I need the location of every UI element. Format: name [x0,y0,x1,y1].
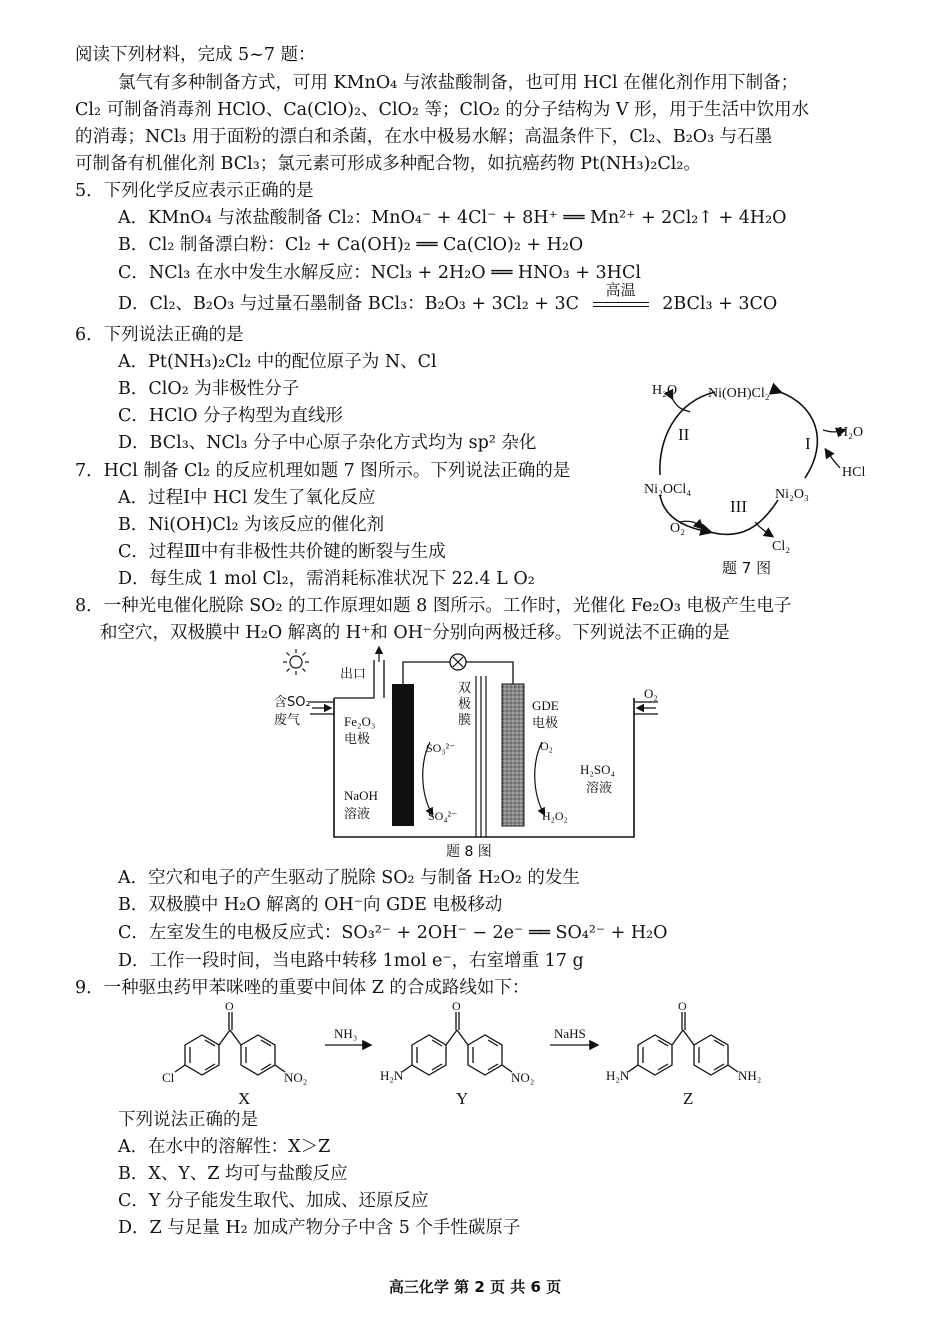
q6-stem: 6．下列说法正确的是 [75,325,244,345]
figure-8-cell-diagram [270,642,690,864]
q7-option-d: D．每生成 1 mol Cl₂，需消耗标准状况下 22.4 L O₂ [118,569,535,589]
q9-stem: 9．一种驱虫药甲苯咪唑的重要中间体 Z 的合成路线如下： [75,978,530,998]
intro-line-2: Cl₂ 可制备消毒剂 HClO、Ca(ClO)₂、ClO₂ 等；ClO₂ 的分子结构为 V 形，用于生活中饮用水 [75,100,810,120]
q7-option-c: C．过程Ⅲ中有非极性共价键的断裂与生成 [118,542,446,562]
q8-option-b: B．双极膜中 H₂O 解离的 OH⁻向 GDE 电极移动 [118,895,503,915]
y-right-substituent: NO₂ [511,1070,535,1085]
arrow-hcl-in [826,450,840,468]
fig8-naoh-2: 溶液 [344,807,371,822]
q9-option-b: B．X、Y、Z 均可与盐酸反应 [118,1164,348,1184]
intro-line-4: 可制备有机催化剂 BCl₃；氯元素可形成多种配合物，如抗癌药物 Pt(NH₃)₂Cl₂。 [75,154,701,174]
q8-option-a: A．空穴和电子的产生驱动了脱除 SO₂ 与制备 H₂O₂ 的发生 [118,868,580,888]
fig7-cl2: Cl₂ [772,539,791,554]
q8-stem-line-1: 8．一种光电催化脱除 SO₂ 的工作原理如题 8 图所示。工作时，光催化 Fe₂O₃ 电极产生电子 [75,596,792,616]
y-left-substituent: H₂N [380,1068,404,1083]
q5-option-d-right: 2BCl₃ + 3CO [662,294,778,314]
q6-option-d: D．BCl₃、NCl₃ 分子中心原子杂化方式均为 sp² 杂化 [118,433,537,453]
arrow-cl2-out [755,522,772,536]
page-footer: 高三化学 第 2 页 共 6 页 [388,1278,562,1296]
fig8-bipolar-2: 极 [458,697,472,712]
q5-option-d-left: D．Cl₂、B₂O₃ 与过量石墨制备 BCl₃：B₂O₃ + 3Cl₂ + 3C [118,294,580,314]
lamp-icon [450,654,466,670]
molecule-y [402,1012,512,1075]
fig7-step-ii: II [678,425,690,444]
condition-label: 高温 [605,281,636,299]
fig7-hcl: HCl [842,465,866,480]
q9-option-a: A．在水中的溶解性：X＞Z [118,1137,331,1157]
label-y: Y [456,1089,469,1108]
fe2o3-electrode [392,684,414,826]
reagent-2: NaHS [554,1026,586,1041]
q9-question: 下列说法正确的是 [118,1110,258,1130]
label-z: Z [683,1089,694,1108]
cycle-arc-iii-left [660,495,710,532]
fig7-left-species: Ni₂OCl₄ [644,482,692,497]
q5-option-a: A．KMnO₄ 与浓盐酸制备 Cl₂：MnO₄⁻ + 4Cl⁻ + 8H⁺ ══ Mn²⁺ + 2Cl₂↑ + 4H₂O [118,208,787,228]
fig8-fe-2: 电极 [344,732,371,747]
wire-left [403,662,450,684]
q6-option-a: A．Pt(NH₃)₂Cl₂ 中的配位原子为 N、Cl [118,352,437,372]
fig8-gas-in-1: 含SO₂ [274,695,311,710]
fig8-outlet: 出口 [340,667,367,682]
fig7-water-left: H₂O [652,383,678,398]
fig8-gde-2: 电极 [532,716,559,731]
fig8-naoh-1: NaOH [344,788,378,803]
fig8-gde-1: GDE [532,698,559,713]
figure-7-cycle-diagram [630,370,880,580]
q9-synthesis-route [150,1000,820,1112]
wire-right [466,662,513,684]
fig8-bipolar-1: 双 [458,681,472,696]
q6-option-b: B．ClO₂ 为非极性分子 [118,379,300,399]
fig8-bipolar-3: 膜 [458,713,472,728]
reagent-1: NH₃ [334,1026,358,1041]
label-x: X [238,1089,251,1108]
q7-option-a: A．过程Ⅰ中 HCl 发生了氧化反应 [118,488,376,508]
gde-electrode [502,684,524,826]
y-carbonyl-o: O [452,1000,461,1013]
q7-stem: 7．HCl 制备 Cl₂ 的反应机理如题 7 图所示。下列说法正确的是 [75,461,571,481]
q5-stem: 5．下列化学反应表示正确的是 [75,181,314,201]
reaction-condition [591,281,651,317]
fig7-water-right: H₂O [838,425,864,440]
q9-option-d: D．Z 与足量 H₂ 加成产物分子中含 5 个手性碳原子 [118,1218,521,1238]
q8-stem-line-2: 和空穴，双极膜中 H₂O 解离的 H⁺和 OH⁻分别向两极迁移。下列说法不正确的是 [100,623,730,643]
q5-option-d [118,281,778,317]
q8-option-d: D．工作一段时间，当电路中转移 1mol e⁻，右室增重 17 g [118,951,584,971]
fig8-h2o2: H₂O₂ [542,809,568,823]
sun-icon [283,649,309,675]
q5-option-b: B．Cl₂ 制备漂白粉：Cl₂ + Ca(OH)₂ ══ Ca(ClO)₂ + H₂O [118,235,584,255]
z-carbonyl-o: O [678,1000,687,1013]
fig8-so3: SO₃²⁻ [426,741,456,755]
fig7-o2: O₂ [670,521,685,536]
z-left-substituent: H₂N [606,1068,630,1083]
fig8-caption: 题 8 图 [446,844,492,860]
fig8-o2: O₂ [540,739,553,753]
intro-line-3: 的消毒；NCl₃ 用于面粉的漂白和杀菌，在水中极易水解；高温条件下，Cl₂、B₂O₃ 与石墨 [75,127,773,147]
q8-option-c: C．左室发生的电极反应式：SO₃²⁻ + 2OH⁻ − 2e⁻ ══ SO₄²⁻ + H₂O [118,923,668,943]
q6-option-c: C．HClO 分子构型为直线形 [118,406,344,426]
molecule-x [175,1012,285,1075]
fig8-gas-in-2: 废气 [274,713,301,728]
fig8-h2so4-1: H₂SO₄ [580,762,616,777]
q9-option-c: C．Y 分子能发生取代、加成、还原反应 [118,1191,429,1211]
fig8-so4: SO₄²⁻ [428,809,458,823]
fig7-right-species: Ni₂O₃ [775,487,809,502]
intro-line-1: 氯气有多种制备方式，可用 KMnO₄ 与浓盐酸制备，也可用 HCl 在催化剂作用下制备； [118,73,799,93]
cycle-arc-i [780,392,817,478]
z-right-substituent: NH₂ [738,1068,762,1083]
x-left-substituent: Cl [162,1070,175,1085]
intro-heading: 阅读下列材料，完成 5~7 题： [75,45,316,65]
x-carbonyl-o: O [225,1000,234,1013]
fig7-caption: 题 7 图 [722,559,772,577]
fig8-h2so4-2: 溶液 [586,781,613,796]
fig8-fe-1: Fe₂O₃ [344,714,376,729]
q5-option-c: C．NCl₃ 在水中发生水解反应：NCl₃ + 2H₂O ══ HNO₃ + 3HCl [118,263,641,283]
fig7-step-i: I [805,434,811,453]
q7-option-b: B．Ni(OH)Cl₂ 为该反应的催化剂 [118,515,385,535]
fig8-o2-in: O₂ [644,686,658,701]
fig7-top-species: Ni(OH)Cl₂ [708,386,770,401]
x-right-substituent: NO₂ [284,1070,308,1085]
molecule-z [628,1012,738,1075]
fig7-step-iii: III [730,497,747,516]
